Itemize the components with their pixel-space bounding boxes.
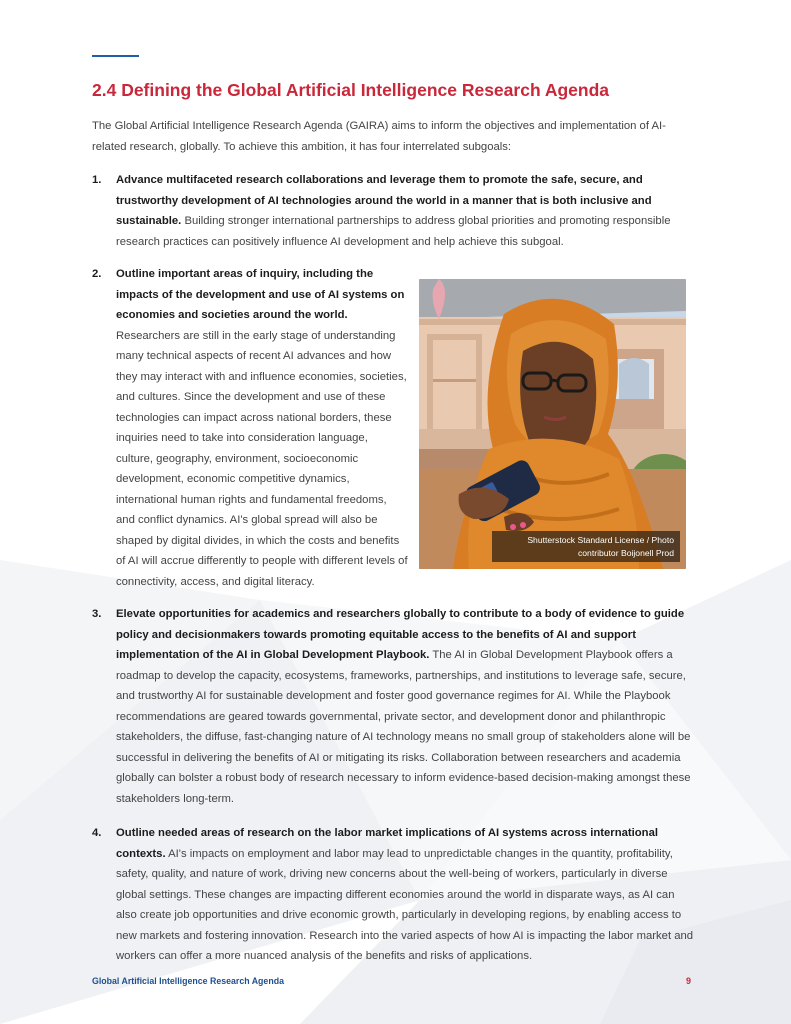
subgoal-item-1: [92, 170, 698, 252]
footer-document-title: Global Artificial Intelligence Research Agenda: [92, 976, 284, 986]
section-heading: 2.4 Defining the Global Artificial Intelligence Research Agenda: [92, 80, 610, 100]
photo-caption: Shutterstock Standard License / Photo contributor Boijonell Prod: [492, 531, 680, 562]
subgoal-number: 3.: [92, 608, 102, 620]
photo-illustration: [419, 279, 686, 569]
subgoal-text: Researchers are still in the early stage of understanding many technical aspects of recent AI advances and how they may interact with and influence economies, societies, and cultures. Since the development and use of these technologies can impact across national borders, these inquiries need to take into consideration language, culture, geography, environment, socioeconomic development, economic competitive dynamics, international human rights and fundamental freedoms, and conflict dynamics. AI's global spread will also be shaped by digital divides, in which the costs and benefits of AI will accrue differently to people with different levels of connectivity, access, and digital literacy.: [116, 329, 408, 588]
subgoal-title: Outline needed areas of research on the labor market implications of AI systems across international contexts.: [116, 827, 659, 860]
subgoal-item-3: [92, 604, 698, 809]
subgoal-text: AI's impacts on employment and labor may lead to unpredictable changes in the quantity, profitability, safety, quality, and nature of work, driving new concerns about the well-being of workers, particularly in diverse global settings. These changes are impacting different economies around the world in disparate ways, as AI can also create job opportunities and drive economic growth, particularly in developing regions, by enabling access to new markets and fostering innovation. Research into the varied aspects of how AI is impacting the labor market and workers can offer a more nuanced analysis of the benefits and risks of applications.: [116, 847, 694, 962]
subgoal-title: Elevate opportunities for academics and researchers globally to contribute to a body of evidence to guide policy and decisionmakers towards promoting equitable access to the benefits of AI and support implementation of the AI in Global Development Playbook.: [116, 608, 685, 661]
page-number: 9: [686, 976, 692, 986]
subgoal-title: Outline important areas of inquiry, including the impacts of the development and use of AI systems on economies and societies around the world.: [116, 268, 405, 321]
subgoal-number: 1.: [92, 174, 102, 186]
subgoal-item-4: [92, 823, 698, 967]
subgoal-number: 4.: [92, 827, 102, 839]
intro-paragraph: The Global Artificial Intelligence Research Agenda (GAIRA) aims to inform the objectives and implementation of AI-related research, globally. To achieve this ambition, it has four interrelated subgoals:: [92, 120, 666, 153]
subgoal-text: The AI in Global Development Playbook offers a roadmap to develop the capacity, ecosystems, frameworks, partnerships, and institutions to leverage safe, secure, and trustworthy AI for sustainable development and foster good governance regimes for AI. While the Playbook recommendations are geared towards governmental, private sector, and development donor and philanthropic stakeholders, the diffuse, fast-changing nature of AI technology means no small group of stakeholders alone will be successful in delivering the benefits of AI or mitigating its risks. Collaboration between researchers and academia globally can bolster a robust body of research necessary to inform evidence-based decision-making amongst these stakeholders long-term.: [116, 649, 691, 805]
subgoal-title: Advance multifaceted research collaborations and leverage them to promote the safe, secure, and trustworthy development of AI technologies around the world in a manner that is both inclusive and sustainable.: [116, 174, 652, 227]
subgoal-text: Building stronger international partnerships to address global priorities and promoting responsible research practices can positively influence AI development and help achieve this subgoal.: [116, 215, 671, 248]
subgoal-number: 2.: [92, 268, 102, 280]
top-accent-rule: [92, 55, 139, 57]
photo-woman-with-card-reader: [419, 279, 686, 569]
